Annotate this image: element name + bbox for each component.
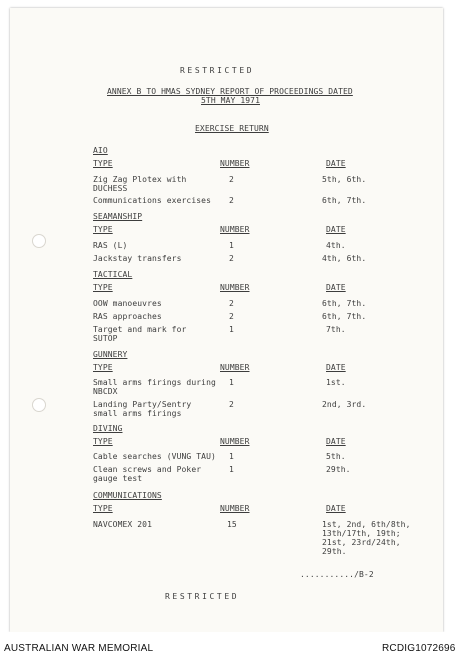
date-column-header: DATE — [326, 225, 346, 234]
continuation-marker: .........../B-2 — [300, 570, 374, 579]
type-column-header: TYPE — [93, 363, 113, 372]
exercise-count: 1 — [229, 325, 234, 334]
archive-institution: AUSTRALIAN WAR MEMORIAL — [4, 643, 154, 654]
date-column-header: DATE — [326, 504, 346, 513]
exercise-dates: 2nd, 3rd. — [322, 400, 367, 409]
document-subtitle: EXERCISE RETURN — [195, 124, 269, 133]
exercise-type: Jackstay transfers — [93, 254, 182, 263]
exercise-dates: 5th, 6th. — [322, 175, 367, 184]
exercise-dates: 4th, 6th. — [322, 254, 367, 263]
classification-footer: RESTRICTED — [165, 592, 240, 601]
date-column-header: DATE — [326, 437, 346, 446]
archive-reference: RCDIG1072696 — [382, 643, 456, 654]
number-column-header: NUMBER — [220, 283, 250, 292]
exercise-count: 2 — [229, 400, 234, 409]
exercise-type: NAVCOMEX 201 — [93, 520, 152, 529]
exercise-type: Landing Party/Sentry small arms firings — [93, 400, 192, 418]
exercise-type: Clean screws and Poker gauge test — [93, 465, 202, 483]
exercise-count: 2 — [229, 312, 234, 321]
type-column-header: TYPE — [93, 159, 113, 168]
document-date: 5TH MAY 1971 — [201, 96, 260, 105]
number-column-header: NUMBER — [220, 504, 250, 513]
exercise-type: RAS approaches — [93, 312, 162, 321]
classification-header: RESTRICTED — [180, 66, 255, 75]
exercise-dates: 5th. — [326, 452, 346, 461]
date-column-header: DATE — [326, 363, 346, 372]
exercise-dates: 1st, 2nd, 6th/8th, 13th/17th, 19th; 21st, 23rd/24th, 29th. — [322, 520, 411, 556]
exercise-dates: 4th. — [326, 241, 346, 250]
section-heading: AIO — [93, 146, 108, 155]
exercise-dates: 6th, 7th. — [322, 196, 367, 205]
section-heading: SEAMANSHIP — [93, 212, 143, 221]
exercise-count: 2 — [229, 196, 234, 205]
exercise-count: 15 — [227, 520, 237, 529]
exercise-type: RAS (L) — [93, 241, 128, 250]
date-column-header: DATE — [326, 283, 346, 292]
number-column-header: NUMBER — [220, 363, 250, 372]
exercise-type: OOW manoeuvres — [93, 299, 162, 308]
exercise-type: Zig Zag Plotex with DUCHESS — [93, 175, 187, 193]
exercise-type: Cable searches (VUNG TAU) — [93, 452, 216, 461]
exercise-dates: 1st. — [326, 378, 346, 387]
number-column-header: NUMBER — [220, 159, 250, 168]
exercise-dates: 6th, 7th. — [322, 299, 367, 308]
exercise-type: Small arms firings during NBCDX — [93, 378, 216, 396]
type-column-header: TYPE — [93, 437, 113, 446]
exercise-dates: 29th. — [326, 465, 351, 474]
exercise-count: 2 — [229, 299, 234, 308]
exercise-count: 1 — [229, 452, 234, 461]
exercise-count: 1 — [229, 241, 234, 250]
exercise-dates: 6th, 7th. — [322, 312, 367, 321]
date-column-header: DATE — [326, 159, 346, 168]
exercise-count: 2 — [229, 175, 234, 184]
type-column-header: TYPE — [93, 225, 113, 234]
type-column-header: TYPE — [93, 504, 113, 513]
punch-hole — [32, 234, 46, 248]
exercise-dates: 7th. — [326, 325, 346, 334]
exercise-type: Target and mark for SUTOP — [93, 325, 187, 343]
type-column-header: TYPE — [93, 283, 113, 292]
section-heading: GUNNERY — [93, 350, 128, 359]
exercise-count: 1 — [229, 378, 234, 387]
number-column-header: NUMBER — [220, 225, 250, 234]
exercise-count: 1 — [229, 465, 234, 474]
section-heading: DIVING — [93, 424, 123, 433]
section-heading: TACTICAL — [93, 270, 133, 279]
exercise-count: 2 — [229, 254, 234, 263]
document-title: ANNEX B TO HMAS SYDNEY REPORT OF PROCEEDINGS DATED — [107, 87, 353, 96]
exercise-type: Communications exercises — [93, 196, 211, 205]
section-heading: COMMUNICATIONS — [93, 491, 162, 500]
number-column-header: NUMBER — [220, 437, 250, 446]
punch-hole — [32, 398, 46, 412]
